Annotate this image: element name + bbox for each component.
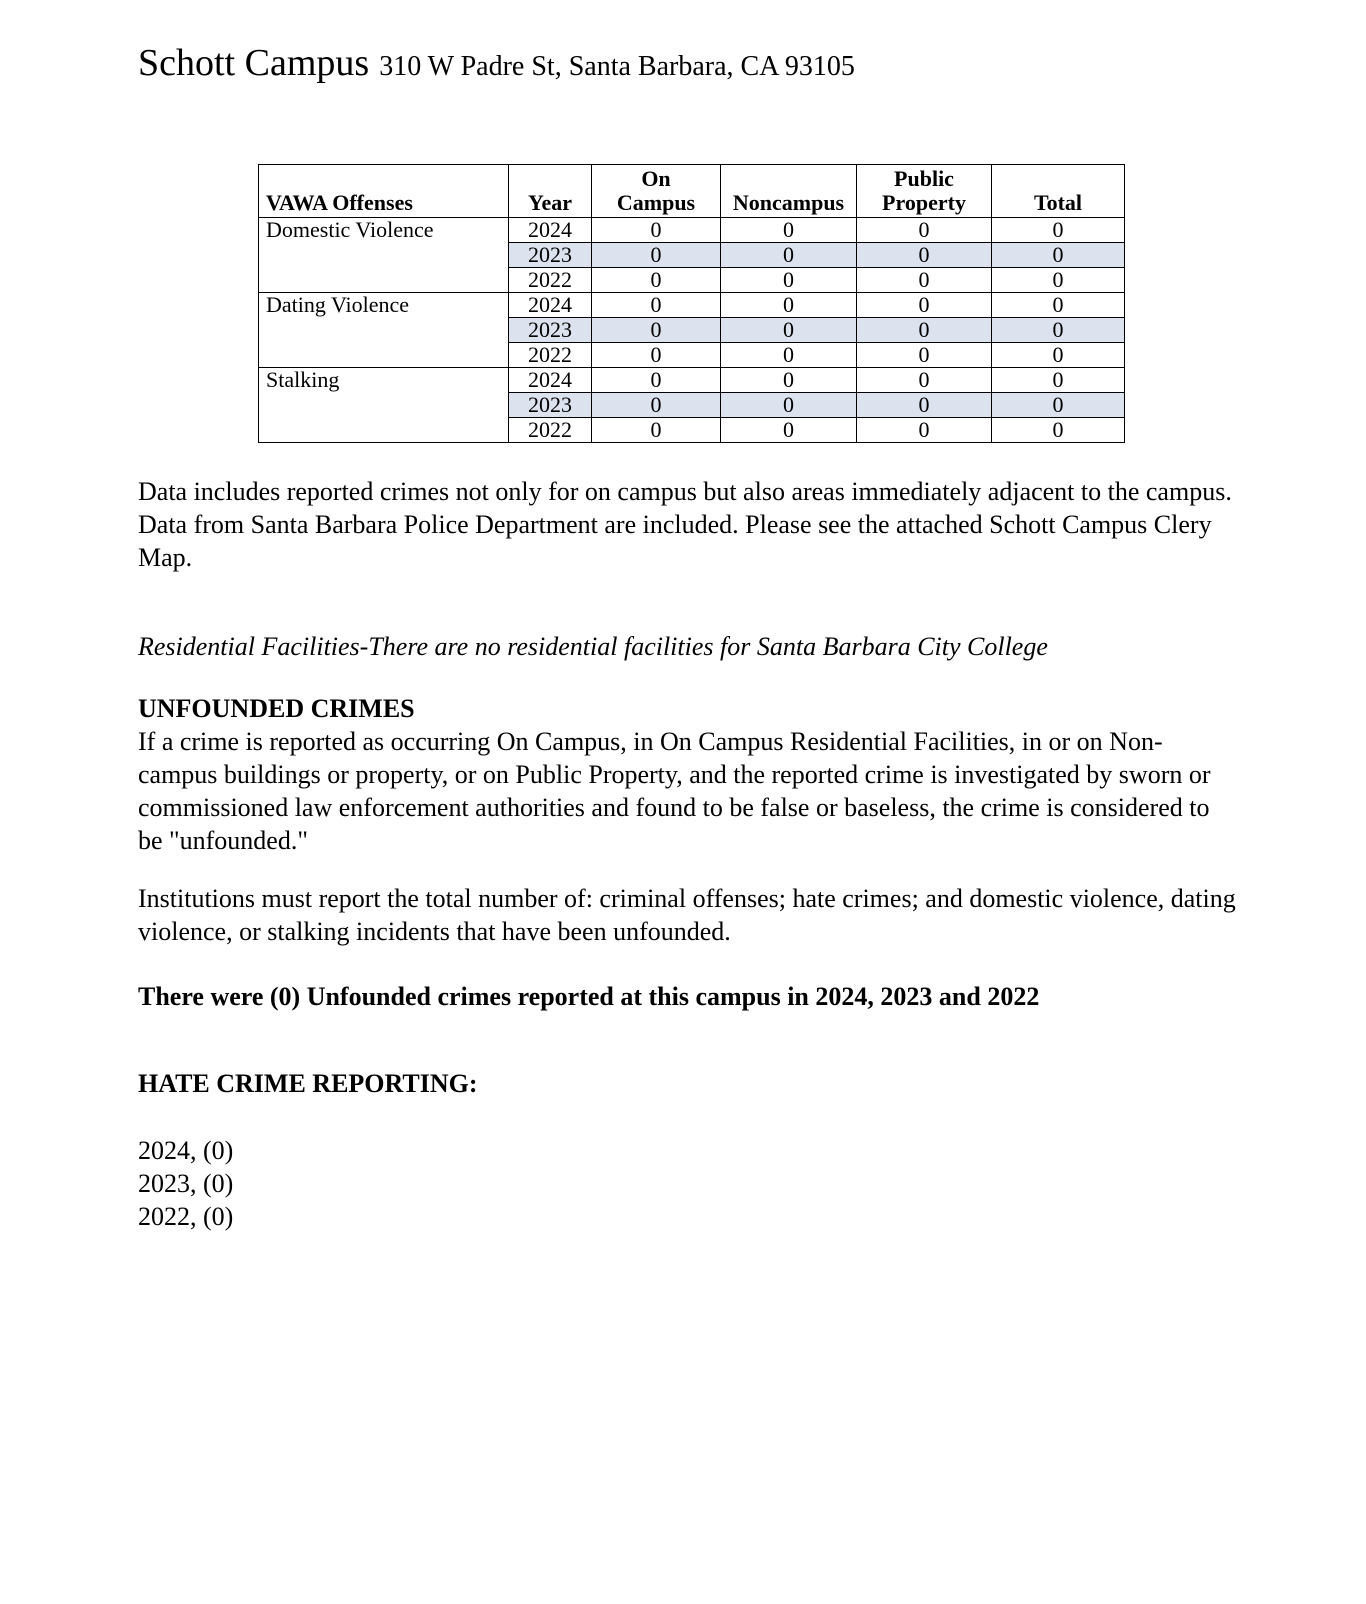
data-note-paragraph: Data includes reported crimes not only for on campus but also areas immediately adjacent to the campus. Data from Santa Barbara Police Department are included. Please see the attached Schott Campus Clery Map. <box>138 477 1232 572</box>
value-cell: 0 <box>992 218 1125 243</box>
vawa-table-header <box>259 165 1125 218</box>
value-cell: 0 <box>721 368 857 393</box>
value-cell: 0 <box>857 218 992 243</box>
value-cell: 0 <box>592 418 721 443</box>
vawa-offenses-table <box>258 164 1125 443</box>
hate-crime-year-line: 2023, (0) <box>138 1169 234 1198</box>
campus-address: 310 W Padre St, Santa Barbara, CA 93105 <box>379 51 855 82</box>
year-cell: 2022 <box>509 343 592 368</box>
column-header: VAWA Offenses <box>259 165 509 218</box>
value-cell: 0 <box>721 318 857 343</box>
value-cell: 0 <box>857 343 992 368</box>
value-cell: 0 <box>721 243 857 268</box>
value-cell: 0 <box>721 418 857 443</box>
column-header: Noncampus <box>721 165 857 218</box>
value-cell: 0 <box>857 418 992 443</box>
value-cell: 0 <box>721 343 857 368</box>
institutions-reporting-paragraph: Institutions must report the total number of: criminal offenses; hate crimes; and domestic violence, dating violence, or stalking incidents that have been unfounded. <box>138 884 1236 946</box>
campus-name: Schott Campus <box>138 42 370 84</box>
year-cell: 2024 <box>509 218 592 243</box>
value-cell: 0 <box>857 293 992 318</box>
column-header: Public Property <box>857 165 992 218</box>
value-cell: 0 <box>857 393 992 418</box>
year-cell: 2024 <box>509 368 592 393</box>
table-row <box>259 293 1125 318</box>
hate-crime-year-list <box>138 1134 1238 1233</box>
table-row <box>259 368 1125 393</box>
column-header: On Campus <box>592 165 721 218</box>
value-cell: 0 <box>992 343 1125 368</box>
year-cell: 2024 <box>509 293 592 318</box>
unfounded-crimes-heading: UNFOUNDED CRIMES <box>138 694 415 723</box>
value-cell: 0 <box>592 293 721 318</box>
value-cell: 0 <box>992 393 1125 418</box>
value-cell: 0 <box>992 293 1125 318</box>
value-cell: 0 <box>857 368 992 393</box>
value-cell: 0 <box>992 368 1125 393</box>
value-cell: 0 <box>592 368 721 393</box>
unfounded-crimes-summary: There were (0) Unfounded crimes reported at this campus in 2024, 2023 and 2022 <box>138 982 1040 1011</box>
unfounded-crimes-definition: If a crime is reported as occurring On Campus, in On Campus Residential Facilities, in or on Non-campus buildings or property, or on Public Property, and the reported crime is investigated by sworn or commissioned law enforcement authorities and found to be false or baseless, the crime is considered to be "unfounded." <box>138 727 1211 855</box>
value-cell: 0 <box>592 393 721 418</box>
value-cell: 0 <box>721 268 857 293</box>
value-cell: 0 <box>857 318 992 343</box>
year-cell: 2022 <box>509 268 592 293</box>
value-cell: 0 <box>992 418 1125 443</box>
column-header: Year <box>509 165 592 218</box>
value-cell: 0 <box>992 243 1125 268</box>
column-header: Total <box>992 165 1125 218</box>
year-cell: 2022 <box>509 418 592 443</box>
value-cell: 0 <box>992 318 1125 343</box>
offense-cell: Domestic Violence <box>259 218 509 293</box>
hate-crime-year-line: 2022, (0) <box>138 1202 234 1231</box>
page-title <box>138 42 1238 88</box>
value-cell: 0 <box>592 243 721 268</box>
offense-cell: Stalking <box>259 368 509 443</box>
value-cell: 0 <box>992 268 1125 293</box>
value-cell: 0 <box>721 393 857 418</box>
hate-crime-year-line: 2024, (0) <box>138 1136 234 1165</box>
value-cell: 0 <box>592 318 721 343</box>
residential-facilities-note: Residential Facilities-There are no residential facilities for Santa Barbara City College <box>138 632 1048 661</box>
value-cell: 0 <box>592 218 721 243</box>
value-cell: 0 <box>721 293 857 318</box>
header-row <box>259 165 1125 218</box>
value-cell: 0 <box>592 343 721 368</box>
value-cell: 0 <box>857 268 992 293</box>
year-cell: 2023 <box>509 243 592 268</box>
table-row <box>259 218 1125 243</box>
hate-crime-reporting-heading: HATE CRIME REPORTING: <box>138 1069 478 1098</box>
year-cell: 2023 <box>509 318 592 343</box>
vawa-table-body <box>259 218 1125 443</box>
year-cell: 2023 <box>509 393 592 418</box>
value-cell: 0 <box>721 218 857 243</box>
value-cell: 0 <box>857 243 992 268</box>
offense-cell: Dating Violence <box>259 293 509 368</box>
value-cell: 0 <box>592 268 721 293</box>
